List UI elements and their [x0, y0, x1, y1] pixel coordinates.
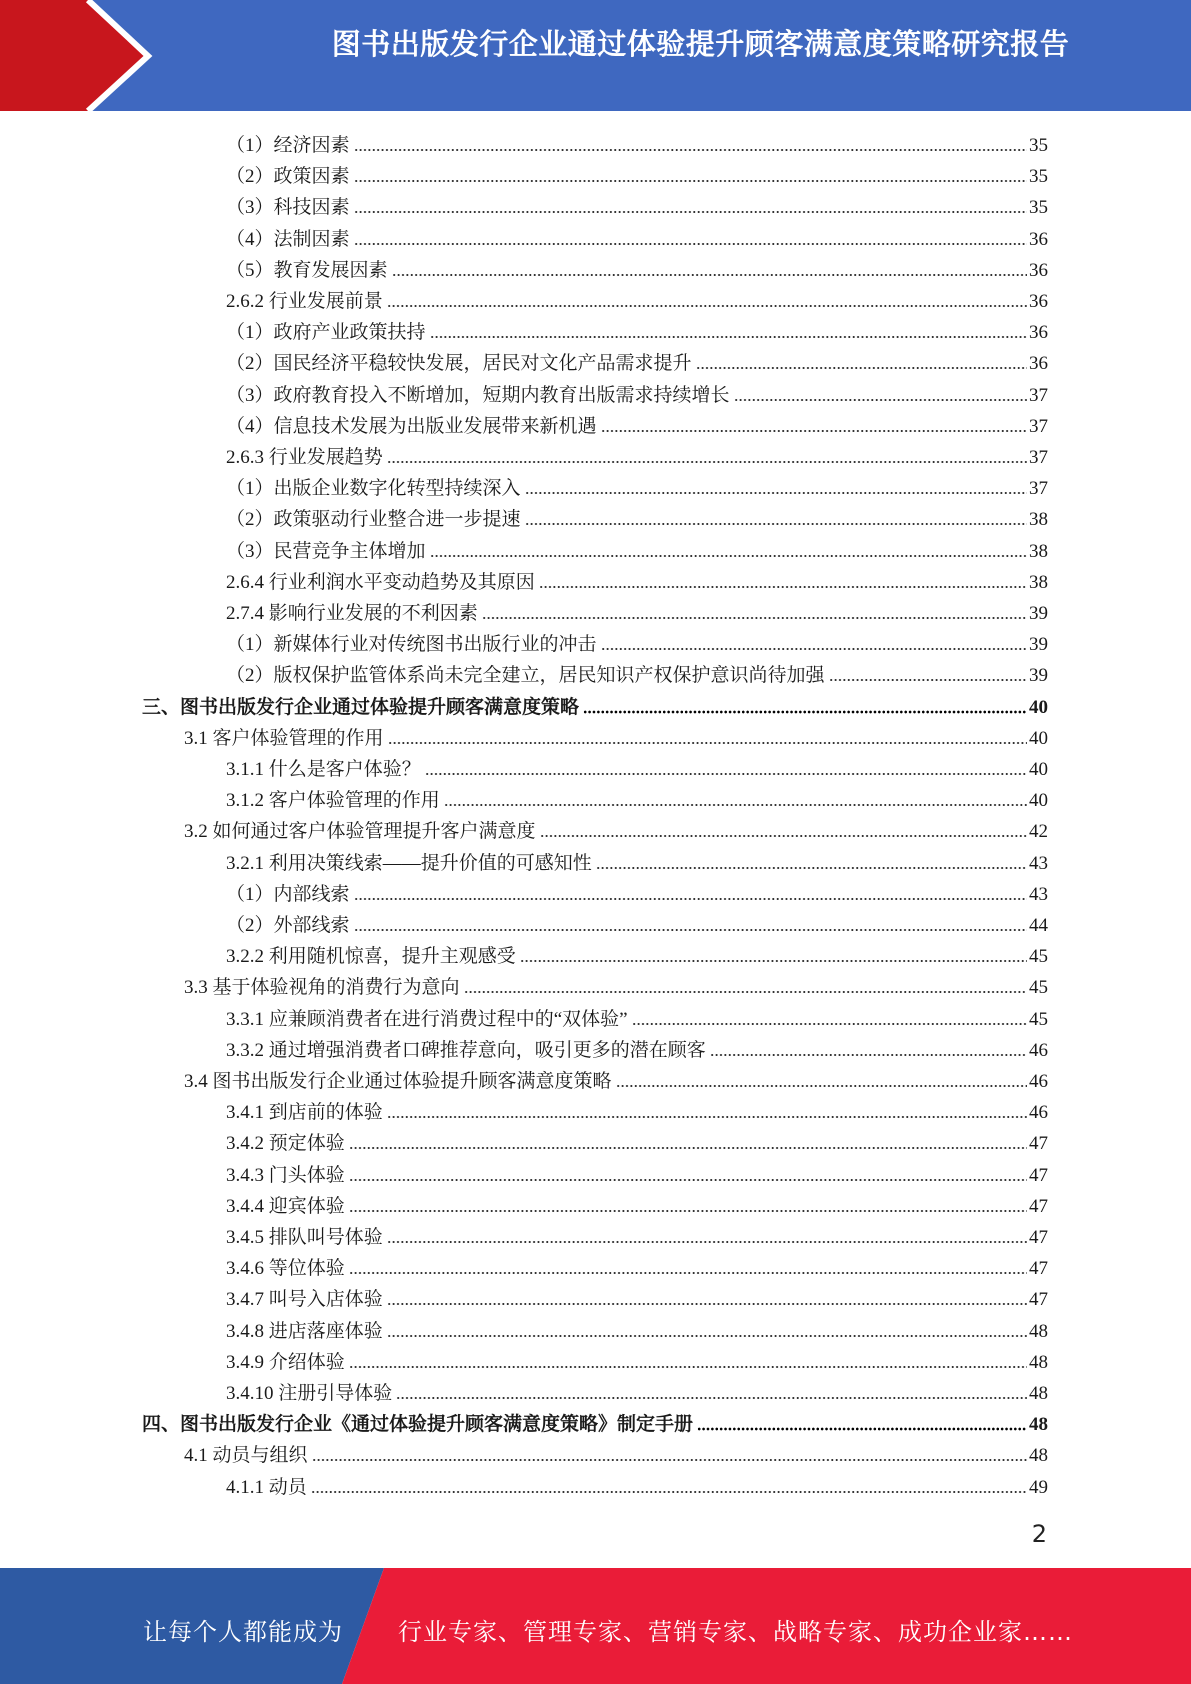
toc-entry[interactable]	[184, 969, 1048, 1000]
toc-entry[interactable]	[226, 938, 1048, 969]
toc-dot-leader	[525, 522, 1027, 526]
toc-entry[interactable]	[226, 1281, 1048, 1312]
toc-entry[interactable]	[226, 470, 1048, 501]
toc-entry-title: （5）教育发展因素	[226, 259, 388, 281]
toc-entry[interactable]	[226, 1157, 1048, 1188]
toc-entry-title: （4）法制因素	[226, 228, 350, 250]
toc-entry-title: 4.1 动员与组织	[184, 1445, 308, 1467]
toc-entry-title: 3.4.9 介绍体验	[226, 1351, 345, 1373]
toc-entry-title: 3.4.4 迎宾体验	[226, 1195, 345, 1217]
toc-entry-title: （1）经济因素	[226, 135, 350, 156]
toc-entry-page: 42	[1029, 821, 1048, 843]
toc-entry[interactable]	[226, 533, 1048, 564]
toc-entry-page: 46	[1029, 1102, 1048, 1124]
toc-entry-title: 3.4.10 注册引导体验	[226, 1383, 393, 1404]
toc-entry-title: 3.3.2 通过增强消费者口碑推荐意向，吸引更多的潜在顾客	[226, 1039, 706, 1061]
toc-entry-title: 四、图书出版发行企业《通过体验提升顾客满意度策略》制定手册	[142, 1414, 694, 1436]
toc-entry-title: 3.3 基于体验视角的消费行为意向	[184, 977, 460, 999]
toc-entry[interactable]	[226, 1375, 1048, 1406]
toc-entry[interactable]	[226, 158, 1048, 189]
toc-entry-title: 3.2.1 利用决策线索——提升价值的可感知性	[226, 852, 592, 874]
toc-dot-leader	[311, 1490, 1027, 1494]
toc-entry-title: 3.4.5 排队叫号体验	[226, 1227, 383, 1248]
toc-dot-leader	[601, 429, 1027, 433]
toc-dot-leader	[444, 803, 1027, 807]
toc-dot-leader	[354, 148, 1027, 152]
toc-entry[interactable]	[184, 720, 1048, 751]
toc-entry-title: （1）内部线索	[226, 883, 350, 905]
toc-entry-title: （2）版权保护监管体系尚未完全建立，居民知识产权保护意识尚待加强	[226, 665, 825, 687]
toc-entry[interactable]	[226, 1313, 1048, 1344]
toc-entry-page: 36	[1029, 291, 1048, 312]
toc-entry[interactable]	[226, 626, 1048, 657]
toc-entry-title: （2）国民经济平稳较快发展，居民对文化产品需求提升	[226, 353, 692, 375]
toc-entry-page: 46	[1029, 1039, 1048, 1061]
toc-dot-leader	[354, 242, 1027, 246]
toc-entry-page: 47	[1029, 1227, 1048, 1248]
report-title: 图书出版发行企业通过体验提升顾客满意度策略研究报告	[331, 27, 1070, 61]
toc-dot-leader	[354, 897, 1027, 901]
toc-dot-leader	[601, 647, 1027, 651]
toc-entry[interactable]	[226, 345, 1048, 376]
toc-entry-page: 35	[1029, 135, 1048, 156]
toc-entry[interactable]	[226, 127, 1048, 158]
toc-dot-leader	[525, 491, 1027, 495]
toc-entry[interactable]	[142, 689, 1048, 720]
toc-entry-title: （2）政策因素	[226, 166, 350, 188]
page-header	[0, 0, 1191, 111]
page-footer	[0, 1568, 1191, 1684]
toc-entry-page: 48	[1029, 1445, 1048, 1467]
toc-entry[interactable]	[226, 501, 1048, 532]
toc-entry-title: 2.6.4 行业利润水平变动趋势及其原因	[226, 571, 535, 593]
toc-entry-page: 47	[1029, 1258, 1048, 1280]
footer-slogan-left: 让每个人都能成为	[143, 1618, 343, 1646]
toc-entry[interactable]	[226, 782, 1048, 813]
toc-entry[interactable]	[226, 845, 1048, 876]
toc-entry-title: 2.6.3 行业发展趋势	[226, 447, 383, 468]
toc-entry-title: 3.1.1 什么是客户体验？	[226, 759, 421, 780]
toc-entry-title: 3.1.2 客户体验管理的作用	[226, 790, 440, 812]
toc-dot-leader	[520, 959, 1027, 963]
toc-entry-page: 40	[1029, 790, 1048, 812]
toc-entry-title: 3.1 客户体验管理的作用	[184, 727, 384, 749]
toc-dot-leader	[349, 1146, 1027, 1150]
toc-dot-leader	[696, 366, 1027, 370]
toc-entry-title: （3）民营竞争主体增加	[226, 540, 426, 562]
toc-entry[interactable]	[184, 1437, 1048, 1468]
toc-dot-leader	[349, 1178, 1027, 1182]
toc-entry-title: （2）外部线索	[226, 915, 350, 936]
toc-entry-page: 39	[1029, 603, 1048, 624]
footer-slogan-right: 行业专家、管理专家、营销专家、战略专家、成功企业家……	[398, 1618, 1073, 1646]
toc-entry-page: 37	[1029, 384, 1048, 406]
toc-entry-page: 47	[1029, 1164, 1048, 1186]
toc-dot-leader	[354, 210, 1027, 214]
toc-entry-title: 3.2.2 利用随机惊喜，提升主观感受	[226, 946, 516, 968]
toc-entry[interactable]	[226, 252, 1048, 283]
toc-entry-page: 38	[1029, 509, 1048, 531]
toc-entry-page: 47	[1029, 1133, 1048, 1155]
toc-entry-title: 2.6.2 行业发展前景	[226, 291, 383, 312]
toc-entry-title: （3）政府教育投入不断增加，短期内教育出版需求持续增长	[226, 384, 730, 406]
toc-entry-page: 37	[1029, 415, 1048, 437]
toc-entry[interactable]	[226, 1094, 1048, 1125]
toc-dot-leader	[464, 990, 1027, 994]
toc-entry[interactable]	[226, 907, 1048, 938]
toc-entry-page: 39	[1029, 665, 1048, 687]
toc-dot-leader	[349, 1209, 1027, 1213]
toc-entry-title: （1）出版企业数字化转型持续深入	[226, 478, 521, 500]
toc-entry-page: 37	[1029, 478, 1048, 500]
toc-entry[interactable]	[226, 564, 1048, 595]
toc-entry-page: 37	[1029, 447, 1048, 468]
toc-entry-title: 3.2 如何通过客户体验管理提升客户满意度	[184, 821, 536, 843]
page-number: 2	[1031, 1520, 1047, 1548]
toc-dot-leader	[430, 335, 1027, 339]
toc-entry-page: 38	[1029, 571, 1048, 593]
toc-dot-leader	[583, 710, 1027, 714]
toc-entry-title: 3.4.2 预定体验	[226, 1133, 345, 1155]
toc-dot-leader	[392, 273, 1027, 277]
toc-entry-page: 40	[1029, 727, 1048, 749]
toc-entry[interactable]	[226, 439, 1048, 470]
toc-entry[interactable]	[226, 314, 1048, 345]
toc-entry-page: 36	[1029, 322, 1048, 344]
toc-dot-leader	[616, 1084, 1027, 1088]
toc-dot-leader	[387, 1334, 1027, 1338]
toc-entry-title: 3.4.8 进店落座体验	[226, 1320, 383, 1342]
toc-dot-leader	[396, 1396, 1027, 1400]
toc-entry-title: （3）科技因素	[226, 197, 350, 219]
toc-entry[interactable]	[142, 1406, 1048, 1437]
toc-entry[interactable]	[226, 751, 1048, 782]
toc-dot-leader	[482, 616, 1027, 620]
toc-dot-leader	[387, 1115, 1027, 1119]
toc-entry-title: （1）政府产业政策扶持	[226, 322, 426, 344]
toc-dot-leader	[829, 678, 1027, 682]
toc-entry-title: 4.1.1 动员	[226, 1476, 307, 1498]
toc-entry[interactable]	[226, 377, 1048, 408]
toc-entry-page: 39	[1029, 634, 1048, 656]
toc-dot-leader	[539, 585, 1027, 589]
toc-entry[interactable]	[226, 189, 1048, 220]
toc-entry-page: 47	[1029, 1195, 1048, 1217]
toc-entry[interactable]	[226, 283, 1048, 314]
toc-entry-page: 43	[1029, 883, 1048, 905]
toc-dot-leader	[312, 1458, 1027, 1462]
toc-entry[interactable]	[226, 1469, 1048, 1500]
toc-entry[interactable]	[226, 1250, 1048, 1281]
toc-dot-leader	[734, 398, 1027, 402]
toc-entry-page: 49	[1029, 1476, 1048, 1498]
toc-dot-leader	[387, 1302, 1027, 1306]
toc-entry-title: 3.4.1 到店前的体验	[226, 1102, 383, 1124]
toc-entry-page: 48	[1029, 1320, 1048, 1342]
toc-entry[interactable]	[184, 1063, 1048, 1094]
toc-entry-page: 45	[1029, 1008, 1048, 1030]
toc-dot-leader	[387, 460, 1027, 464]
toc-entry[interactable]	[226, 1001, 1048, 1032]
toc-dot-leader	[430, 554, 1027, 558]
toc-entry-title: 3.4.6 等位体验	[226, 1258, 345, 1280]
toc-entry[interactable]	[226, 1344, 1048, 1375]
toc-dot-leader	[387, 304, 1027, 308]
toc-entry-page: 48	[1029, 1414, 1048, 1436]
toc-entry-title: 3.4 图书出版发行企业通过体验提升顾客满意度策略	[184, 1071, 612, 1092]
toc-dot-leader	[349, 1271, 1027, 1275]
toc-entry-page: 36	[1029, 259, 1048, 281]
toc-entry-title: 3.4.7 叫号入店体验	[226, 1289, 383, 1311]
toc-entry-page: 45	[1029, 946, 1048, 968]
toc-entry-title: 三、图书出版发行企业通过体验提升顾客满意度策略	[142, 696, 580, 718]
toc-entry[interactable]	[226, 1188, 1048, 1219]
toc-dot-leader	[354, 179, 1027, 183]
toc-entry-title: （1）新媒体行业对传统图书出版行业的冲击	[226, 634, 597, 656]
toc-dot-leader	[697, 1427, 1027, 1431]
toc-dot-leader	[710, 1053, 1027, 1057]
toc-dot-leader	[387, 1240, 1027, 1244]
toc-entry-page: 40	[1029, 696, 1048, 718]
toc-entry-page: 36	[1029, 228, 1048, 250]
toc-dot-leader	[388, 741, 1027, 745]
toc-entry-title: 3.4.3 门头体验	[226, 1164, 345, 1186]
toc-entry-page: 43	[1029, 852, 1048, 874]
toc-entry[interactable]	[226, 876, 1048, 907]
toc-entry[interactable]	[226, 595, 1048, 626]
toc-entry-page: 46	[1029, 1071, 1048, 1092]
toc-dot-leader	[349, 1365, 1027, 1369]
toc-entry[interactable]	[226, 408, 1048, 439]
toc-entry-page: 44	[1029, 915, 1048, 936]
toc-entry-page: 45	[1029, 977, 1048, 999]
toc-entry-page: 40	[1029, 759, 1048, 780]
toc-entry[interactable]	[226, 657, 1048, 688]
toc-entry[interactable]	[226, 221, 1048, 252]
toc-entry[interactable]	[226, 1032, 1048, 1063]
toc-dot-leader	[632, 1022, 1027, 1026]
toc-entry-title: （4）信息技术发展为出版业发展带来新机遇	[226, 415, 597, 437]
toc-entry-page: 48	[1029, 1383, 1048, 1404]
toc-entry-page: 35	[1029, 166, 1048, 188]
toc-dot-leader	[354, 928, 1027, 932]
toc-dot-leader	[596, 866, 1027, 870]
toc-entry[interactable]	[226, 1125, 1048, 1156]
toc-entry-page: 36	[1029, 353, 1048, 375]
toc-entry-title: 2.7.4 影响行业发展的不利因素	[226, 603, 478, 624]
toc-dot-leader	[540, 834, 1027, 838]
toc-entry-title: 3.3.1 应兼顾消费者在进行消费过程中的“双体验”	[226, 1008, 628, 1030]
toc-entry-page: 47	[1029, 1289, 1048, 1311]
toc-entry-page: 35	[1029, 197, 1048, 219]
toc-entry[interactable]	[226, 1219, 1048, 1250]
toc-dot-leader	[425, 772, 1027, 776]
toc-entry[interactable]	[184, 813, 1048, 844]
toc-entry-page: 38	[1029, 540, 1048, 562]
toc-entry-title: （2）政策驱动行业整合进一步提速	[226, 509, 521, 531]
toc-entry-page: 48	[1029, 1351, 1048, 1373]
